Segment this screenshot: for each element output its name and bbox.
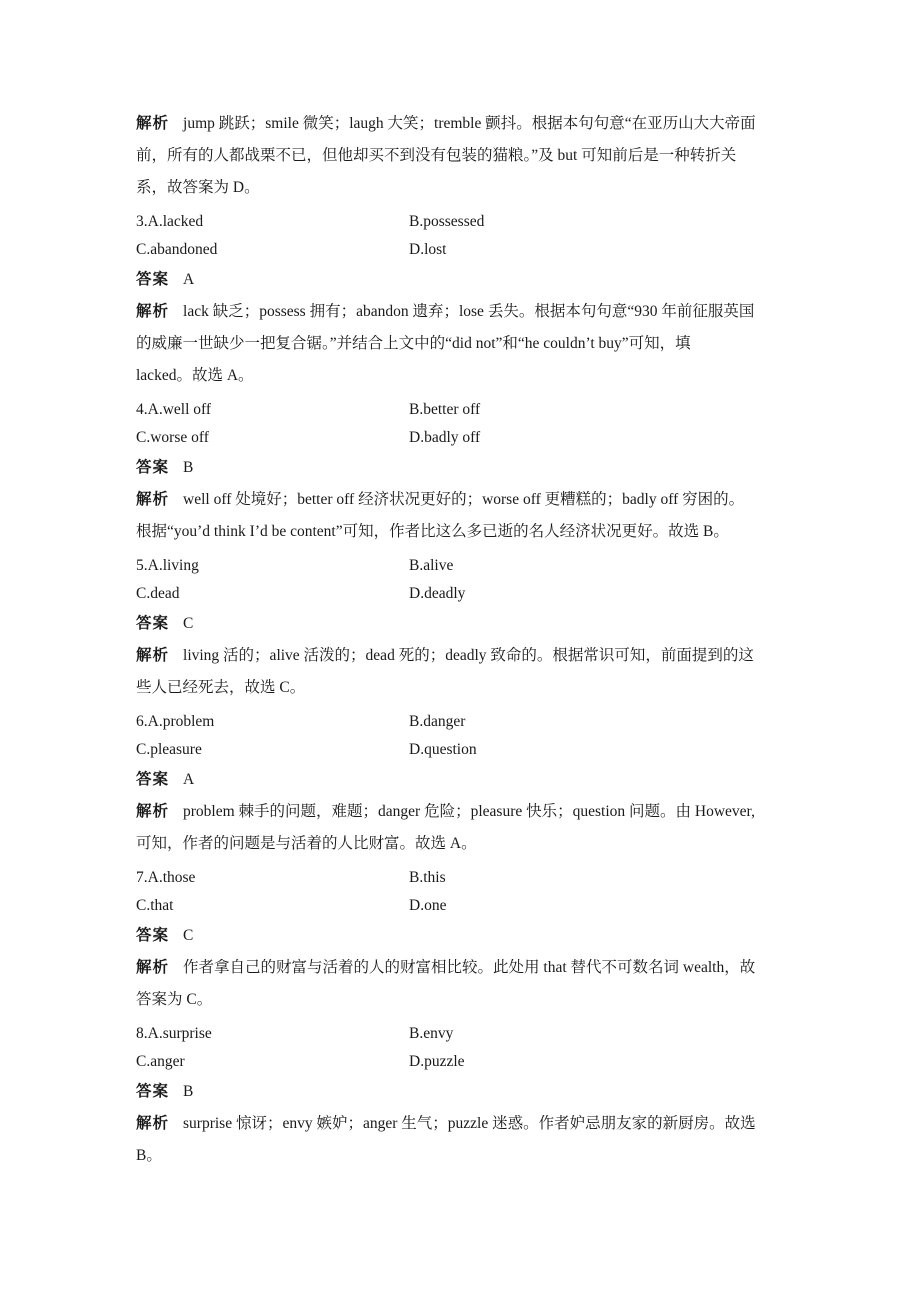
option-grid xyxy=(136,864,788,920)
option-d: D.question xyxy=(409,741,477,758)
option-grid xyxy=(136,396,788,452)
analysis-label: 解析 xyxy=(136,303,170,320)
option-grid xyxy=(136,1020,788,1076)
option-a: 3.A.lacked xyxy=(136,213,204,230)
option-c: C.worse off xyxy=(136,429,209,446)
analysis-line: 解析 surprise 惊讶；envy 嫉妒；anger 生气；puzzle 迷惑。作者妒忌朋友家的新厨房。故选 xyxy=(136,1115,756,1132)
question-block xyxy=(136,1020,788,1172)
option-a: 6.A.problem xyxy=(136,713,215,730)
option-d: D.puzzle xyxy=(409,1053,465,1070)
answer-value: B xyxy=(183,459,194,476)
option-d: D.one xyxy=(409,897,447,914)
answer-line xyxy=(136,764,788,796)
analysis-line: lacked。故选 A。 xyxy=(136,367,254,384)
analysis-label: 解析 xyxy=(136,803,170,820)
option-a: 5.A.living xyxy=(136,557,199,574)
option-b: B.this xyxy=(409,869,446,886)
option-a: 7.A.those xyxy=(136,869,196,886)
analysis-line: 答案为 C。 xyxy=(136,991,213,1008)
analysis-line: 的威廉一世缺少一把复合锯。”并结合上文中的“did not”和“he couldn’t buy”可知，填 xyxy=(136,335,691,352)
answer-value: C xyxy=(183,927,194,944)
answer-line xyxy=(136,452,788,484)
question-block xyxy=(136,208,788,392)
analysis-label: 解析 xyxy=(136,1115,170,1132)
option-b: B.danger xyxy=(409,713,466,730)
answer-value: B xyxy=(183,1083,194,1100)
analysis-line: 解析 problem 棘手的问题，难题；danger 危险；pleasure 快乐；question 问题。由 However, xyxy=(136,803,755,820)
option-d: D.deadly xyxy=(409,585,466,602)
answer-line xyxy=(136,920,788,952)
answer-key-content xyxy=(136,108,788,1176)
analysis-line: 解析 living 活的；alive 活泼的；dead 死的；deadly 致命的。根据常识可知，前面提到的这 xyxy=(136,647,754,664)
analysis-line: B。 xyxy=(136,1147,162,1164)
option-c: C.anger xyxy=(136,1053,185,1070)
analysis-label: 解析 xyxy=(136,115,170,132)
option-a: 8.A.surprise xyxy=(136,1025,212,1042)
analysis-line: 解析 jump 跳跃；smile 微笑；laugh 大笑；tremble 颤抖。根据本句句意“在亚历山大大帝面 xyxy=(136,115,756,132)
analysis-line: 解析 lack 缺乏；possess 拥有；abandon 遗弃；lose 丢失。根据本句句意“930 年前征服英国 xyxy=(136,303,755,320)
q2-analysis-block xyxy=(136,108,788,204)
answer-label: 答案 xyxy=(136,459,170,476)
answer-label: 答案 xyxy=(136,271,170,288)
answer-label: 答案 xyxy=(136,771,170,788)
option-grid xyxy=(136,708,788,764)
answer-line xyxy=(136,608,788,640)
analysis-line: 前，所有的人都战栗不已，但他却买不到没有包装的猫粮。”及 but 可知前后是一种转折关 xyxy=(136,147,737,164)
answer-label: 答案 xyxy=(136,927,170,944)
analysis-line: 些人已经死去，故选 C。 xyxy=(136,679,306,696)
option-c: C.that xyxy=(136,897,174,914)
analysis-label: 解析 xyxy=(136,491,170,508)
question-block xyxy=(136,864,788,1016)
answer-label: 答案 xyxy=(136,1083,170,1100)
analysis-line: 解析 well off 处境好；better off 经济状况更好的；worse off 更糟糕的；badly off 穷困的。 xyxy=(136,491,745,508)
analysis-label: 解析 xyxy=(136,647,170,664)
answer-label: 答案 xyxy=(136,615,170,632)
analysis-line: 解析 作者拿自己的财富与活着的人的财富相比较。此处用 that 替代不可数名词 wealth，故 xyxy=(136,959,756,976)
analysis-line: 系，故答案为 D。 xyxy=(136,179,260,196)
answer-value: A xyxy=(183,771,195,788)
option-a: 4.A.well off xyxy=(136,401,212,418)
option-b: B.possessed xyxy=(409,213,485,230)
option-b: B.envy xyxy=(409,1025,454,1042)
option-c: C.pleasure xyxy=(136,741,202,758)
question-block xyxy=(136,552,788,704)
option-grid xyxy=(136,552,788,608)
question-list xyxy=(136,208,788,1172)
option-c: C.dead xyxy=(136,585,180,602)
analysis-line: 根据“you’d think I’d be content”可知，作者比这么多已逝的名人经济状况更好。故选 B。 xyxy=(136,523,729,540)
analysis-label: 解析 xyxy=(136,959,170,976)
answer-line xyxy=(136,264,788,296)
answer-line xyxy=(136,1076,788,1108)
analysis-line: 可知，作者的问题是与活着的人比财富。故选 A。 xyxy=(136,835,477,852)
option-c: C.abandoned xyxy=(136,241,218,258)
option-grid xyxy=(136,208,788,264)
option-b: B.alive xyxy=(409,557,454,574)
answer-value: A xyxy=(183,271,195,288)
option-b: B.better off xyxy=(409,401,481,418)
answer-value: C xyxy=(183,615,194,632)
option-d: D.lost xyxy=(409,241,447,258)
option-d: D.badly off xyxy=(409,429,481,446)
question-block xyxy=(136,708,788,860)
question-block xyxy=(136,396,788,548)
